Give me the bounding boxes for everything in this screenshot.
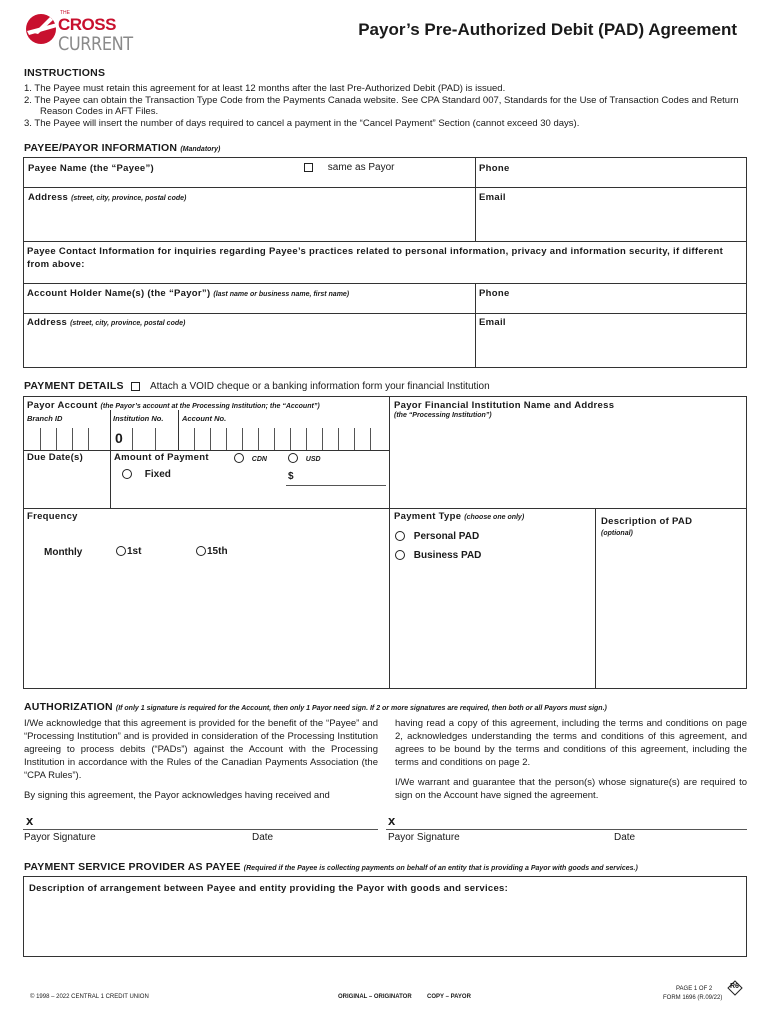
logo-cross: CROSS: [58, 15, 116, 34]
payor-account-label: Payor Account (the Payor’s account at the Processing Institution; the “Account”): [27, 400, 320, 411]
usd-radio[interactable]: [288, 453, 298, 463]
payee-email-field[interactable]: Email: [479, 192, 506, 203]
same-as-payor-checkbox[interactable]: [304, 163, 313, 172]
payor-signature-line-2[interactable]: [386, 829, 747, 830]
fifteenth-option[interactable]: 15th: [196, 546, 228, 557]
currency-usd[interactable]: USD: [288, 453, 321, 464]
payor-email-field[interactable]: Email: [479, 317, 506, 328]
logo-mark-icon: [24, 12, 58, 46]
logo-current: CURRENT: [58, 33, 133, 55]
account-holder-field[interactable]: Account Holder Name(s) (the “Payor”) (last name or business name, first name): [27, 288, 350, 299]
authorization-right-text: having read a copy of this agreement, including the terms and conditions on page 2, acknowledges understanding the terms and conditions of this agreement, and agrees to be bound by the terms and conditions of this agreement, including the terms and conditions on page 2. I/We warrant and guarantee that the person(s) whose signature(s) are required to sign on the Account have signed the agreement.: [395, 718, 747, 801]
currency-cdn[interactable]: CDN: [234, 453, 267, 464]
dollar-sign: $: [288, 471, 294, 482]
instructions-heading: INSTRUCTIONS: [24, 67, 106, 79]
psp-heading: PAYMENT SERVICE PROVIDER AS PAYEE (Required if the Payee is collecting payments on behalf of an entity that is providing a Payor with goods and services.): [24, 861, 638, 873]
fifteenth-radio[interactable]: [196, 546, 206, 556]
logo-the: THE: [60, 10, 70, 16]
payor-signature-label: Payor Signature: [388, 832, 460, 843]
business-pad-radio[interactable]: [395, 550, 405, 560]
signature-x-marker: x: [388, 813, 396, 828]
institution-no-label: Institution No.: [113, 414, 164, 423]
due-dates-label: Due Date(s): [27, 452, 84, 463]
business-pad-option[interactable]: Business PAD: [395, 550, 481, 561]
description-of-pad-field[interactable]: Description of PAD: [601, 516, 693, 527]
payment-heading: PAYMENT DETAILS: [24, 380, 140, 392]
same-as-payor-label: same as Payor: [327, 162, 395, 173]
financial-institution-hint: (the “Processing Institution”): [394, 412, 492, 419]
payee-name-field[interactable]: Payee Name (the “Payee”): [28, 163, 155, 174]
personal-pad-radio[interactable]: [395, 531, 405, 541]
copyright: © 1998 – 2022 CENTRAL 1 CREDIT UNION: [30, 994, 149, 1000]
copy-payor: COPY – PAYOR: [427, 994, 471, 1000]
version-badge-text: R6: [730, 983, 739, 990]
monthly-label: Monthly: [44, 547, 83, 558]
date-label: Date: [614, 832, 636, 843]
amount-label: Amount of Payment: [114, 452, 209, 463]
instruction-item: 3. The Payee will insert the number of days required to cancel a payment in the “Cancel Payment” Section (cannot exceed 30 days).: [24, 117, 580, 129]
form-number: FORM 1696 (R.09/22): [663, 995, 723, 1001]
page-number: PAGE 1 OF 2: [676, 986, 713, 992]
payee-heading: PAYEE/PAYOR INFORMATION (Mandatory): [24, 142, 221, 154]
payee-contact-info[interactable]: Payee Contact Information for inquiries regarding Payee’s practices related to personal information, privacy and information security, if different from above:: [27, 246, 724, 270]
fixed-radio[interactable]: [122, 469, 132, 479]
version-badge: [727, 980, 743, 996]
instruction-item: 1. The Payee must retain this agreement for at least 12 months after the last Pre-Authorized Debit (PAD) is issued.: [24, 83, 506, 94]
void-cheque-text: Attach a VOID cheque or a banking information form your financial Institution: [150, 381, 490, 392]
description-of-pad-hint: (optional): [601, 530, 633, 537]
payor-signature-label: Payor Signature: [24, 832, 96, 843]
authorization-heading: AUTHORIZATION (If only 1 signature is required for the Account, then only 1 Payor need sign. If 2 or more signatures are required, then both or all Payors must sign.): [24, 701, 607, 713]
authorization-left-text: I/We acknowledge that this agreement is provided for the benefit of the “Payee” and “Processing Institution” and is provided in consideration of the Processing Institution agreeing to process debits (“PADs”) against the Account with the Processing Institution in accordance with the Rules of the Canadian Payments Association (the “CPA Rules”). By signing this agreement, the Payor acknowledges having received and: [24, 718, 378, 801]
instructions-list: [24, 83, 748, 129]
amount-input[interactable]: [286, 485, 386, 486]
void-cheque-checkbox[interactable]: [131, 382, 140, 391]
payee-phone-field[interactable]: Phone: [479, 163, 510, 174]
personal-pad-option[interactable]: Personal PAD: [395, 531, 479, 542]
logo: [24, 10, 134, 58]
page-title: Payor’s Pre-Authorized Debit (PAD) Agreement: [358, 20, 737, 39]
frequency-label: Frequency: [27, 511, 78, 522]
payee-address-field[interactable]: Address (street, city, province, postal code): [28, 192, 187, 203]
first-radio[interactable]: [116, 546, 126, 556]
financial-institution-field[interactable]: Payor Financial Institution Name and Address: [394, 400, 615, 411]
payor-signature-line-1[interactable]: [23, 829, 378, 830]
signature-x-marker: x: [26, 813, 34, 828]
institution-digit: 0: [115, 430, 123, 446]
date-label: Date: [252, 832, 274, 843]
payment-type-label: Payment Type (choose one only): [394, 511, 525, 522]
account-no-label: Account No.: [182, 414, 227, 423]
cdn-radio[interactable]: [234, 453, 244, 463]
fixed-option[interactable]: Fixed: [122, 469, 171, 480]
psp-description-label: Description of arrangement between Payee and entity providing the Payor with goods and services:: [29, 883, 509, 894]
instruction-item: 2. The Payee can obtain the Transaction Type Code from the Payments Canada website. See CPA Standard 007, Standards for the Use of Transaction Codes and Return Reason Codes in AFT Files.: [24, 94, 739, 117]
branch-id-label: Branch ID: [27, 414, 63, 423]
original-originator: ORIGINAL – ORIGINATOR: [338, 994, 412, 1000]
first-option[interactable]: 1st: [116, 546, 141, 557]
same-as-payor[interactable]: [304, 162, 394, 173]
payor-address-field[interactable]: Address (street, city, province, postal code): [27, 317, 186, 328]
payor-phone-field[interactable]: Phone: [479, 288, 510, 299]
